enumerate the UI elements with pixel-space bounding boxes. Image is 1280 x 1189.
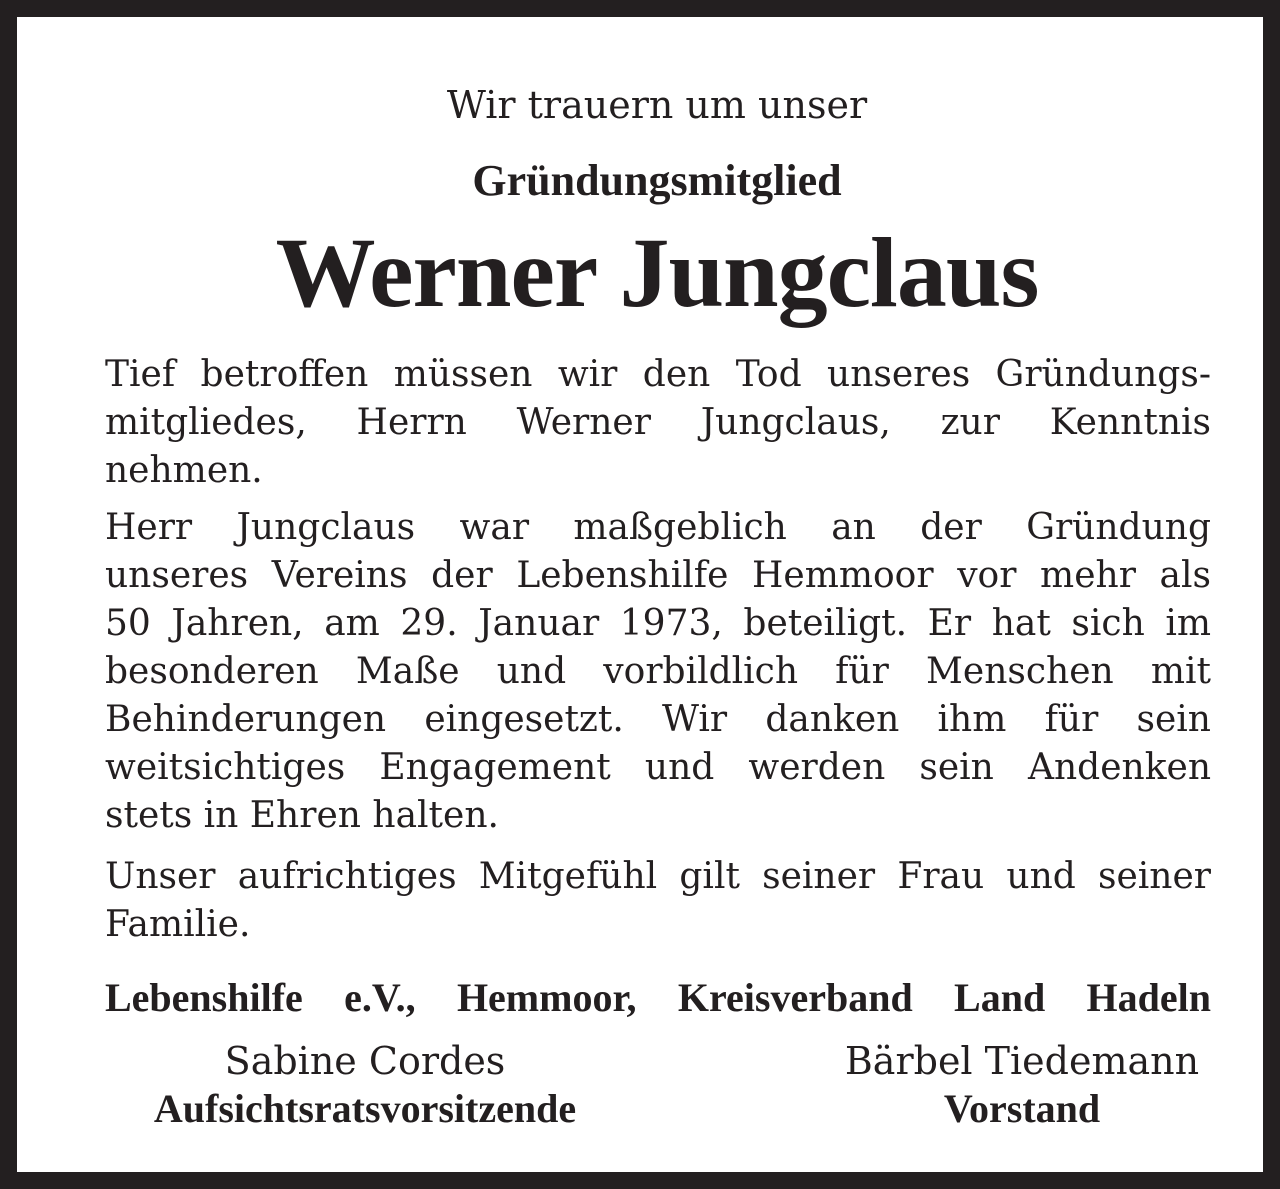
paragraph-line: Tief betroffen müssen wir den Tod unseres Gründungs- [105,354,1211,395]
paragraph-line: mitgliedes, Herrn Werner Jungclaus, zur Kenntnis [105,402,1211,443]
deceased-name: Werner Jungclaus [275,217,1039,328]
paragraph-line: nehmen. [105,450,263,491]
organization-name: Lebenshilfe e.V., Hemmoor, Kreisverband Land Hadeln [105,975,1211,1020]
paragraph-1 [105,351,1211,495]
paragraph-line: unseres Vereins der Lebenshilfe Hemmoor vor mehr als [105,555,1211,596]
intro-text: Wir trauern um unser [446,83,868,127]
paragraph-line: Unser aufrichtiges Mitgefühl gilt seiner Frau und seiner [105,856,1211,897]
signer-role-left: Aufsichtsratsvorsitzende [153,1086,577,1131]
paragraph-line: weitsichtiges Engagement und werden sein Andenken [105,747,1211,788]
paragraph-line: besonderen Maße und vorbildlich für Menschen mit [105,651,1211,692]
paragraph-line: Herr Jungclaus war maßgeblich an der Gründung [105,507,1211,548]
paragraph-3 [105,853,1211,949]
paragraph-line: stets in Ehren halten. [105,795,499,836]
subtitle: Gründungsmitglied [472,156,842,205]
signer-name-right: Bärbel Tiedemann [844,1039,1200,1083]
paragraph-line: 50 Jahren, am 29. Januar 1973, beteiligt. Er hat sich im [105,603,1211,644]
signer-role-right: Vorstand [943,1086,1101,1131]
paragraph-line: Familie. [105,904,251,945]
signer-name-left: Sabine Cordes [224,1039,506,1083]
paragraph-2 [105,504,1211,840]
paragraph-line: Behinderungen eingesetzt. Wir danken ihm für sein [105,699,1211,740]
